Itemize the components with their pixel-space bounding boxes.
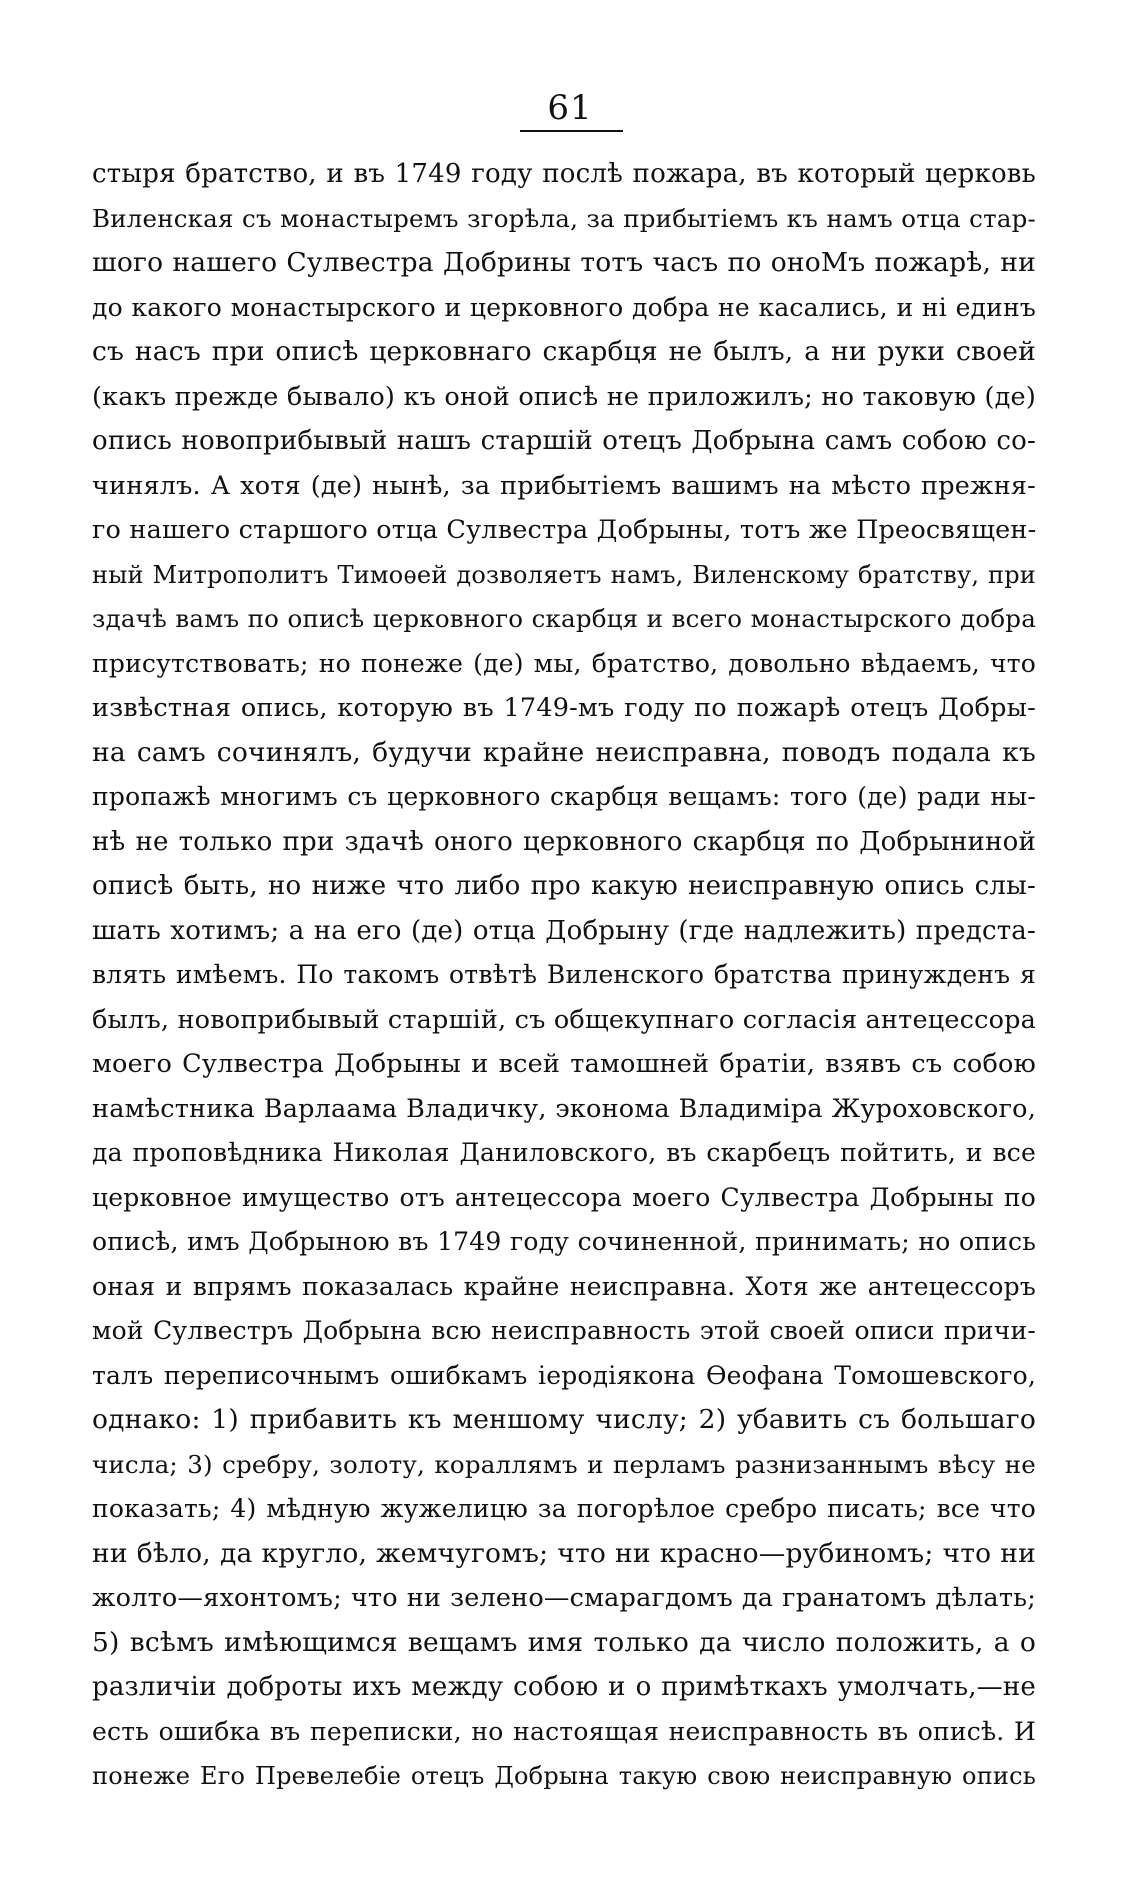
- text-line: намѣстника Варлаама Владичку, эконома Владиміра Журоховского,: [92, 1093, 1036, 1124]
- text-line: оная и впрямъ показалась крайне неисправна. Хотя же антецессоръ: [92, 1271, 1036, 1301]
- text-line: здачѣ вамъ по описѣ церковного скарбця и всего монастырского добра: [92, 604, 1036, 633]
- text-line: извѣстная опись, которую въ 1749-мъ году по пожарѣ отецъ Добры-: [92, 693, 1036, 723]
- text-line: съ насъ при описѣ церковнаго скарбця не былъ, а ни руки своей: [92, 336, 1036, 367]
- text-line: талъ переписочнымъ ошибкамъ іеродіякона Ѳеофана Томошевского,: [92, 1360, 1036, 1390]
- text-line: ни бѣло, да кругло, жемчугомъ; что ни красно—рубиномъ; что ни: [92, 1537, 1036, 1569]
- text-line: до какого монастырского и церковного добра не касались, и ні единъ: [92, 292, 1036, 322]
- text-line: на самъ сочинялъ, будучи крайне неисправна, поводъ подала къ: [92, 736, 1036, 768]
- body-text: [92, 152, 1036, 1799]
- text-line: мой Сулвестръ Добрына всю неисправность этой своей описи причи-: [92, 1316, 1036, 1345]
- text-line: описѣ, имъ Добрыною въ 1749 году сочиненной, принимать; но опись: [92, 1227, 1036, 1256]
- text-line: влять имѣемъ. По такомъ отвѣтѣ Виленского братства принужденъ я: [92, 960, 1036, 989]
- text-line: 5) всѣмъ имѣющимся вещамъ имя только да число положить, а о: [92, 1626, 1036, 1658]
- page-number: 61: [547, 88, 593, 128]
- text-line: описѣ быть, но ниже что либо про какую неисправную опись слы-: [92, 871, 1036, 901]
- text-line: числа; 3) сребру, золоту, кораллямъ и перламъ разнизаннымъ вѣсу не: [92, 1449, 1036, 1479]
- text-line: однако: 1) прибавить къ меншому числу; 2) убавить съ большаго: [92, 1404, 1036, 1435]
- text-line: чинялъ. А хотя (де) нынѣ, за прибытіемъ вашимъ на мѣсто прежня-: [92, 470, 1036, 501]
- text-line: пропажѣ многимъ съ церковного скарбця вещамъ: того (де) ради ны-: [92, 782, 1036, 811]
- text-line: былъ, новоприбывый старшій, съ общекупнаго согласія антецессора: [92, 1004, 1037, 1035]
- text-line: присутствовать; но понеже (де) мы, братство, довольно вѣдаемъ, что: [92, 648, 1036, 678]
- text-line: нѣ не только при здачѣ оного церковного скарбця по Добрыниной: [92, 826, 1036, 857]
- text-line: церковное имущество отъ антецессора моего Сулвестра Добрыны по: [92, 1182, 1036, 1212]
- text-line: различіи доброты ихъ между собою и о примѣткахъ умолчать,—не: [92, 1672, 1036, 1702]
- text-line: показать; 4) мѣдную жужелицю за погорѣлое сребро писать; все что: [92, 1494, 1036, 1523]
- page-number-rule: [520, 130, 623, 132]
- text-line: ный Митрополитъ Тимоѳей дозволяетъ намъ, Виленскому братству, при: [92, 560, 1036, 589]
- text-line: да проповѣдника Николая Даниловского, въ скарбецъ пойтить, и все: [92, 1138, 1036, 1167]
- text-line: Виленская съ монастыремъ згорѣла, за прибытіемъ къ намъ отца стар-: [92, 203, 1036, 233]
- text-line: (какъ прежде бывало) къ оной описѣ не приложилъ; но таковую (де): [92, 381, 1036, 412]
- text-line: стыря братство, и въ 1749 году послѣ пожара, въ который церковь: [92, 159, 1036, 189]
- text-line: опись новоприбывый нашъ старшій отецъ Добрына самъ собою со-: [92, 426, 1036, 456]
- text-line: шого нашего Сулвестра Добрины тотъ часъ по оноМъ пожарѣ, ни: [92, 247, 1036, 278]
- text-line: шать хотимъ; а на его (де) отца Добрыну (где надлежить) предста-: [92, 915, 1036, 946]
- text-line: моего Сулвестра Добрыны и всей тамошней братіи, взявъ съ собою: [92, 1049, 1036, 1079]
- text-line: понеже Его Превелебіе отецъ Добрына такую свою неисправную опись: [92, 1762, 1036, 1790]
- text-line: го нашего старшого отца Сулвестра Добрыны, тотъ же Преосвящен-: [92, 515, 1037, 545]
- text-line: есть ошибка въ переписки, но настоящая неисправность въ описѣ. И: [92, 1716, 1036, 1746]
- text-line: жолто—яхонтомъ; что ни зелено—смарагдомъ да гранатомъ дѣлать;: [92, 1583, 1036, 1613]
